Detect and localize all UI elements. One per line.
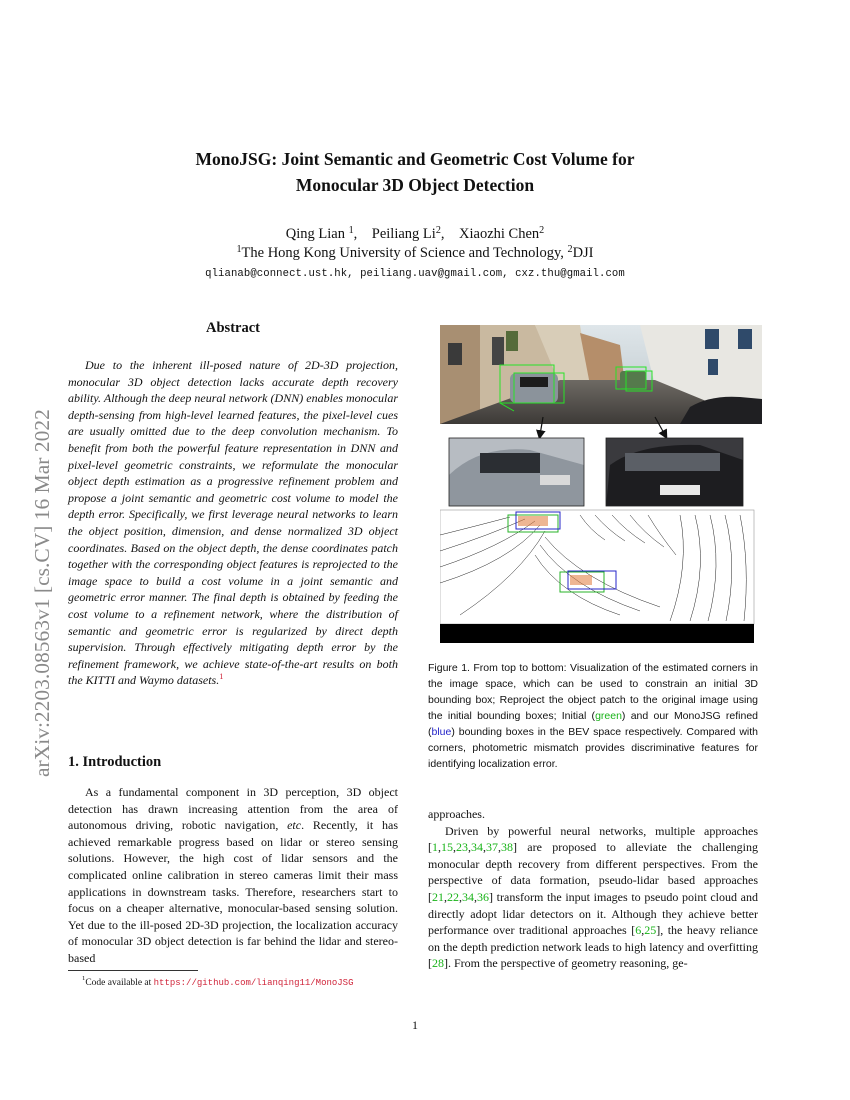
intro-text-2: . Recently, it has achieved remarkable progress based on lidar or stereo sensing solutions. However, the high cost of lidar sensors and the complicated online calibration in stereo cameras limit their mass applications in downstream tasks. Therefore, researchers start to focus on a cheaper alternative, monocular-based sensing solution. Yet due to the ill-posed 2D-3D projection, the localization accuracy of monocular 3D object detection is far behind the lidar and stereo-based <box>68 818 398 965</box>
abstract-body: Due to the inherent ill-posed nature of 2D-3D projection, monocular 3D object detection lacks accurate depth recovery ability. Although the deep neural network (DNN) enables monocular depth-sensing from high-level learned features, the pixel-level cues are usually omitted due to the deep convolution mechanism. To benefit from both the powerful feature representation in DNN and pixel-level geometric constraints, we reformulate the monocular object depth estimation as a progressive refinement problem and propose a joint semantic and geometric cost volume to model the depth error. Specifically, we first leverage neural networks to learn the object position, dimension, and dense normalized 3D object coordinates. Based on the object depth, the dense coordinates patch together with the corresponding object features is reprojected to the image space to build a cost volume in a joint semantic and geometric error manner. The final depth is obtained by feeding the cost volume to a refinement network, where the distribution of semantic and geometric error is regularized by direct depth supervision. Through effectively mitigating depth error by the refinement framework, we achieve state-of-the-art results on both the KITTI and Waymo datasets. <box>68 358 398 688</box>
author-emails: qlianab@connect.ust.hk, peiliang.uav@gmail.com, cxz.thu@gmail.com <box>205 268 625 280</box>
reprojected-patch-right <box>606 438 743 506</box>
citation-link[interactable]: 6 <box>635 923 642 938</box>
citation-link[interactable]: 34 <box>471 840 483 855</box>
rc-text-a: Driven by powerful neural networks, multiple approaches [ <box>428 823 758 855</box>
footnote-rule <box>68 970 198 971</box>
author-3: Xiaozhi Chen <box>459 226 540 242</box>
abstract-heading: Abstract <box>206 320 260 336</box>
cite-sep: , <box>641 923 645 938</box>
code-url-link[interactable]: https://github.com/lianqing11/MonoJSG <box>153 978 354 988</box>
citation-link[interactable]: 36 <box>477 889 489 904</box>
figure-1 <box>440 325 762 643</box>
figure-1-caption <box>428 660 758 772</box>
footnote <box>68 975 408 988</box>
cite-sep: , <box>438 840 441 855</box>
arxiv-stamp-text: arXiv:2203.08563v1 [cs.CV] 16 Mar 2022 <box>30 409 54 777</box>
paper-title <box>0 146 830 198</box>
cite-sep: , <box>459 889 462 904</box>
cite-sep: , <box>444 889 447 904</box>
affil-2: DJI <box>572 245 594 261</box>
author-2: Peiliang Li <box>371 226 436 242</box>
title-line-2: Monocular 3D Object Detection <box>295 175 535 195</box>
rc-text-e: ]. From the perspective of geometry reasoning, ge- <box>444 956 688 971</box>
affil-sup-1: 1 <box>236 244 242 255</box>
intro-etc: etc <box>287 818 302 833</box>
citation-link[interactable]: 1 <box>432 840 438 855</box>
arxiv-stamp <box>12 290 58 780</box>
page-number: 1 <box>412 1018 418 1032</box>
related-approaches-paragraph <box>428 823 758 972</box>
rc-text-b: ] are proposed to alleviate the challenging monocular depth recovery from different perspectives. From the perspective of data formation, pseudo-lidar based approaches [ <box>428 840 758 904</box>
introduction-paragraph <box>68 784 398 967</box>
abstract-text <box>68 357 398 689</box>
footnote-text: Code available at <box>85 978 154 988</box>
intro-text-1: As a fundamental component in 3D perception, 3D object detection has drawn increasing attention from the area of autonomous driving, robotic navigation, <box>68 785 398 833</box>
author-list <box>0 226 830 243</box>
author-sep: , <box>353 226 358 242</box>
citation-link[interactable]: 28 <box>432 956 444 971</box>
caption-blue-word: blue <box>431 726 452 738</box>
caption-text-a: Figure 1. From top to bottom: Visualization of the estimated corners in the image space, which can be used to constrain an initial 3D bounding box; Reproject the object patch to the original image using the initial bounding boxes; Initial ( <box>428 662 758 722</box>
footnote-ref[interactable]: 1 <box>219 672 224 682</box>
citation-link[interactable]: 15 <box>441 840 453 855</box>
author-1: Qing Lian <box>285 226 345 242</box>
bev-point-cloud <box>440 510 754 643</box>
cite-sep: , <box>468 840 471 855</box>
rc-text-d: ], the heavy reliance on the depth prediction network leads to high latency and overfitting [ <box>428 923 759 971</box>
citation-link[interactable]: 38 <box>501 840 513 855</box>
citation-link[interactable]: 21 <box>432 889 444 904</box>
affiliations <box>0 245 830 262</box>
right-column-text <box>428 806 758 972</box>
caption-text-c: ) bounding boxes in the BEV space respectively. Compared with corners, photometric mismatch provides discriminative features for identifying localization error. <box>428 726 758 770</box>
title-line-1: MonoJSG: Joint Semantic and Geometric Cost Volume for <box>195 149 635 169</box>
citation-link[interactable]: 22 <box>447 889 459 904</box>
author-sep: , <box>440 226 445 242</box>
cite-sep: , <box>453 840 456 855</box>
reprojected-patch-left <box>449 438 584 506</box>
caption-text-b: ) and our MonoJSG refined ( <box>428 710 759 738</box>
cite-sep: , <box>483 840 486 855</box>
caption-green-word: green <box>595 710 622 722</box>
street-scene-image <box>440 325 762 424</box>
section-heading-introduction: 1. Introduction <box>68 754 162 770</box>
author-3-affil: 2 <box>539 225 545 236</box>
cite-sep: , <box>498 840 501 855</box>
rc-text-c: ] transform the input images to pseudo point cloud and directly adopt lidar detectors on it. Although they achieve better performance over traditional approaches [ <box>428 889 758 938</box>
citation-link[interactable]: 37 <box>486 840 498 855</box>
continued-paragraph: approaches. <box>428 807 485 821</box>
citation-link[interactable]: 34 <box>462 889 474 904</box>
affil-1: The Hong Kong University of Science and Technology, <box>241 245 568 261</box>
footnote-mark: 1 <box>82 975 86 982</box>
affil-sup-2: 2 <box>567 244 573 255</box>
citation-link[interactable]: 23 <box>456 840 468 855</box>
cite-sep: , <box>474 889 477 904</box>
author-1-affil: 1 <box>348 225 354 236</box>
author-2-affil: 2 <box>435 225 441 236</box>
citation-link[interactable]: 25 <box>644 923 657 938</box>
